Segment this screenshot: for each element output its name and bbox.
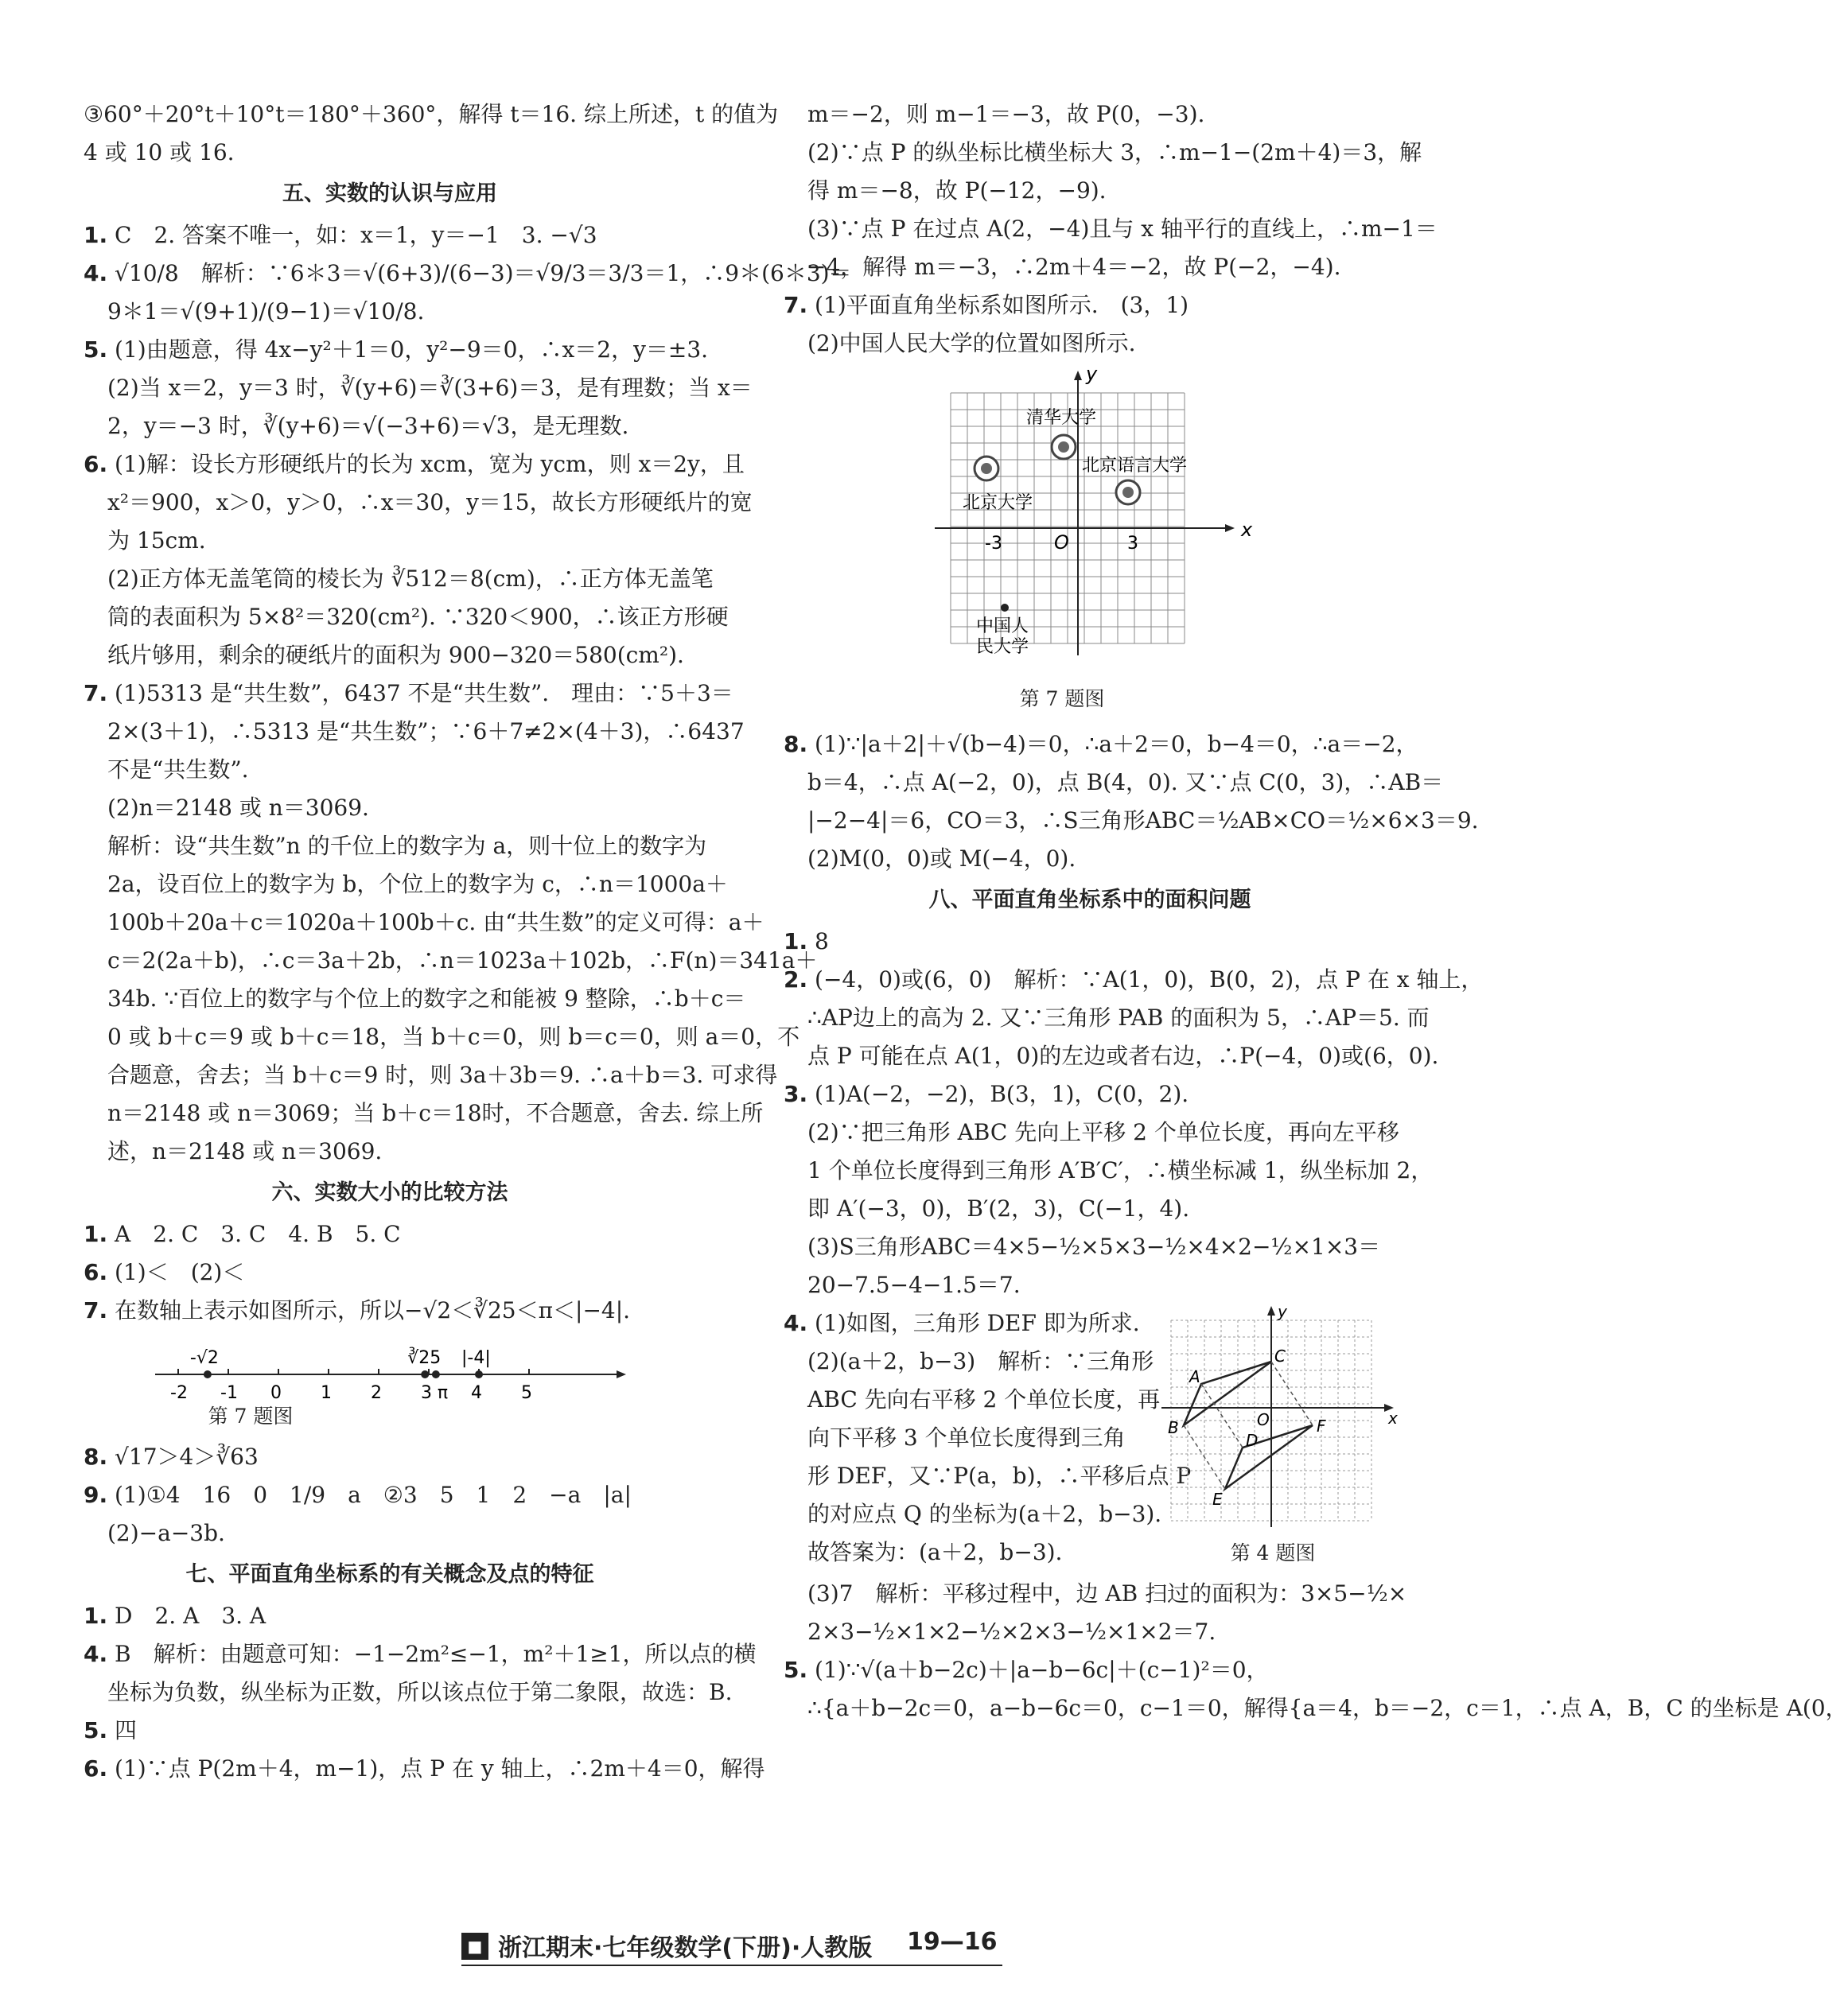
answer-text: √17＞4＞∛63	[115, 1444, 259, 1470]
answer-text: (1)∵点 P(2m＋4，m−1)，点 P 在 y 轴上，∴2m＋4＝0，解得	[115, 1755, 765, 1782]
answer-text: 2，y＝−3 时，∛(y+6)＝√(−3+6)＝√3，是无理数.	[107, 413, 629, 439]
answer-line	[784, 325, 1396, 363]
number-line-tick-label: 1	[321, 1383, 332, 1403]
ruc-label-2: 民大学	[976, 637, 1029, 657]
answer-line	[784, 134, 1422, 172]
answer-text: 100b＋20a＋c＝1020a＋100b＋c. 由“共生数”的定义可得：a＋	[107, 909, 764, 935]
answer-line	[84, 674, 733, 713]
answer-line	[84, 904, 764, 942]
answer-line	[84, 1438, 696, 1476]
answer-text: c＝2(2a＋b)，∴c＝3a＋2b，∴n＝1023a＋102b，∴F(n)＝341a＋	[107, 947, 818, 974]
question-number: 4.	[84, 1641, 108, 1667]
left-column	[84, 95, 852, 1788]
answer-text: ∴{a＋b−2c＝0，a−b−6c＝0，c−1＝0，解得{a＝4，b＝−2，c＝1，∴点 A，B，C 的坐标是 A(0，	[807, 1695, 1848, 1721]
answer-line	[84, 1133, 696, 1171]
answer-line	[84, 331, 709, 369]
map-svg	[784, 363, 1396, 719]
answer-text: (1)∵|a＋2|＋√(b−4)＝0，∴a＋2＝0，b−4＝0，∴a＝−2，	[815, 731, 1418, 757]
answer-text: 点 P 可能在点 A(1，0)的左边或者右边，∴P(−4，0)或(6，0).	[807, 1043, 1439, 1069]
answer-text: 向下平移 3 个单位长度得到三角	[807, 1424, 1126, 1451]
answer-text: (3)S三角形ABC＝4×5−½×5×3−½×4×2−½×1×3＝	[807, 1234, 1381, 1260]
blcu-seal-inner	[1122, 487, 1134, 498]
answer-text: √10/8 解析：∵6＊3＝√(6+3)/(6−3)＝√9/3＝3/3＝1，∴9＊(6＊3)＝	[115, 260, 852, 286]
answer-line	[784, 764, 1444, 802]
map-figure	[784, 363, 1396, 719]
answer-text: ABC 先向右平移 2 个单位长度，再	[807, 1386, 1161, 1413]
answer-text: 为 15cm.	[107, 527, 206, 554]
answer-line	[84, 789, 696, 827]
answer-line	[784, 286, 1396, 325]
answer-line	[784, 1190, 1396, 1228]
section-7-heading: 七、平面直角坐标系的有关概念及点的特征	[185, 1562, 594, 1587]
map-neg3-label: -3	[985, 534, 1002, 554]
question-number: 8.	[84, 1444, 108, 1470]
number-line-tick-label: -2	[170, 1383, 188, 1403]
answer-line	[84, 865, 728, 904]
answer-line	[84, 1094, 764, 1133]
answer-line	[784, 1689, 1848, 1728]
right-column	[784, 95, 1848, 1728]
answer-line	[784, 1228, 1396, 1266]
number-line-point	[432, 1370, 440, 1378]
number-line-point-label: |-4|	[461, 1348, 491, 1368]
answer-text: (3)∵点 P 在过点 A(2，−4)且与 x 轴平行的直线上，∴m−1＝	[807, 216, 1438, 242]
answer-text: (1)如图，三角形 DEF 即为所求.	[815, 1310, 1140, 1336]
answer-line	[84, 1476, 696, 1514]
answer-line	[84, 1215, 696, 1253]
answer-line	[84, 942, 818, 980]
number-line-point	[204, 1370, 212, 1378]
answer-line	[784, 1495, 1165, 1533]
answer-text: (2)∵把三角形 ABC 先向上平移 2 个单位长度，再向左平移	[807, 1119, 1399, 1145]
tsinghua-label: 清华大学	[1026, 408, 1097, 428]
publisher-logo-icon: ■	[461, 1933, 488, 1960]
number-line-arrow	[617, 1370, 626, 1378]
answer-text: 述，n＝2148 或 n＝3069.	[107, 1138, 383, 1164]
number-line-tick-label: 2	[371, 1383, 382, 1403]
answer-line	[784, 1037, 1439, 1075]
question-number: 6.	[84, 1259, 108, 1285]
answer-line	[784, 961, 1484, 999]
answer-line	[84, 445, 745, 484]
answer-line	[784, 95, 1396, 134]
answer-text: 四	[115, 1717, 138, 1743]
fig4-label-y: y	[1278, 1302, 1287, 1321]
section-5-heading: 五、实数的认识与应用	[282, 181, 497, 206]
question-number: 4.	[84, 260, 108, 286]
answer-text: (1)＜ (2)＜	[115, 1259, 245, 1285]
map-grid	[951, 393, 1188, 643]
q4-block	[784, 1304, 1396, 1575]
answer-line	[84, 1750, 765, 1788]
fig4-label-a: A	[1189, 1367, 1200, 1386]
answer-line	[84, 636, 696, 674]
answer-line	[84, 1514, 696, 1553]
answer-line	[784, 1575, 1407, 1613]
answer-line	[84, 522, 696, 560]
fig4-y-arrow	[1267, 1306, 1275, 1316]
answer-line	[84, 1018, 800, 1056]
answer-line	[784, 1152, 1434, 1190]
fig4-label-e: E	[1212, 1490, 1223, 1509]
question-number: 5.	[784, 1657, 808, 1683]
question-number: 9.	[84, 1482, 108, 1508]
answer-text: 0 或 b＋c＝9 或 b＋c＝18，当 b＋c＝0，则 b＝c＝0，则 a＝0，不	[107, 1024, 800, 1050]
number-line-point	[421, 1370, 429, 1378]
question-number: 4.	[784, 1310, 808, 1336]
answer-line	[84, 1673, 733, 1712]
answer-line	[784, 923, 1396, 961]
answer-line	[84, 407, 696, 445]
answer-line	[784, 802, 1479, 840]
footer-title: 浙江期末·七年级数学(下册)·人教版	[498, 1934, 873, 1962]
answer-text: (1)由题意，得 4x−y²＋1＝0，y²−9＝0，∴x＝2，y＝±3.	[115, 336, 709, 363]
question-number: 2.	[784, 966, 808, 993]
shift-line-ad	[1201, 1384, 1243, 1448]
answer-text: x²＝900，x＞0，y＞0，∴x＝30，y＝15，故长方形硬纸片的宽	[107, 489, 753, 515]
answer-line	[784, 1381, 1165, 1419]
page-footer	[461, 1928, 1002, 1969]
number-line-tick-label: 4	[471, 1383, 482, 1403]
answer-line	[784, 1651, 1396, 1689]
answer-text: (2)正方体无盖笔筒的棱长为 ∛512＝8(cm)，∴正方体无盖笔	[107, 566, 714, 592]
answer-text: (2)中国人民大学的位置如图所示.	[807, 330, 1136, 356]
map-y-label: y	[1086, 363, 1098, 385]
answer-line	[84, 713, 745, 751]
answer-text: 的对应点 Q 的坐标为(a＋2，b−3).	[807, 1501, 1162, 1527]
answer-text: (1)平面直角坐标系如图所示. (3，1)	[815, 292, 1189, 318]
answer-line	[84, 1597, 696, 1635]
answer-line	[84, 1056, 778, 1094]
map-caption: 第 7 题图	[1019, 687, 1105, 710]
answer-text: (1)A(−2，−2)，B(3，1)，C(0，2).	[815, 1081, 1189, 1107]
answer-text: n＝2148 或 n＝3069；当 b＋c＝18时，不合题意，舍去. 综上所	[107, 1100, 764, 1126]
fig4-label-d: D	[1246, 1431, 1259, 1450]
answer-text: (1)解：设长方形硬纸片的长为 xcm，宽为 ycm，则 x＝2y，且	[115, 451, 745, 477]
ruc-point	[1001, 604, 1009, 612]
fig4-label-x: x	[1388, 1409, 1398, 1428]
answer-line	[784, 1114, 1399, 1152]
fig4-label-b: B	[1168, 1418, 1179, 1437]
answer-line	[784, 248, 1396, 286]
answer-line	[784, 1266, 1396, 1304]
page-number: 19—16	[907, 1928, 998, 1956]
answer-text: A 2. C 3. C 4. B 5. C	[115, 1221, 401, 1247]
number-line-tick-label: 5	[521, 1383, 532, 1403]
answer-text: (1)∵√(a＋b−2c)＋|a−b−6c|＋(c−1)²＝0，	[815, 1657, 1269, 1683]
answer-text: m＝−2，则 m−1＝−3，故 P(0，−3).	[807, 101, 1205, 127]
question-number: 1.	[784, 928, 808, 954]
tsinghua-seal-inner	[1058, 441, 1069, 453]
number-line-tick-label: -1	[220, 1383, 238, 1403]
question-number: 3.	[784, 1081, 808, 1107]
answer-line	[84, 1712, 696, 1750]
answer-line	[84, 560, 714, 598]
map-origin-label: O	[1054, 531, 1069, 554]
map-pos3-label: 3	[1127, 534, 1138, 554]
fig4-caption: 第 4 题图	[1230, 1541, 1316, 1564]
answer-line	[784, 1304, 1165, 1343]
answer-line	[84, 751, 696, 789]
answer-line	[784, 1343, 1165, 1381]
question-number: 6.	[84, 1755, 108, 1782]
answer-text: 在数轴上表示如图所示，所以−√2＜∛25＜π＜|−4|.	[115, 1297, 631, 1323]
pku-seal-inner	[981, 463, 992, 474]
answer-line	[784, 999, 1430, 1037]
number-line-point-label: -√2	[189, 1348, 219, 1368]
answer-line	[84, 1635, 757, 1673]
answer-line	[784, 1075, 1396, 1114]
answer-text: 合题意，舍去；当 b＋c＝9 时，则 3a＋3b＝9. ∴a＋b＝3. 可求得	[107, 1062, 778, 1088]
answer-line	[84, 293, 696, 331]
answer-line	[84, 1253, 696, 1292]
question-number: 7.	[84, 680, 108, 706]
number-line-pi-label: π	[437, 1383, 449, 1403]
answer-line	[784, 1457, 1192, 1495]
answer-text: 2a，设百位上的数字为 b，个位上的数字为 c，∴n＝1000a＋	[107, 871, 728, 897]
answer-line	[84, 1292, 696, 1330]
answer-line	[84, 216, 696, 255]
answer-text: (1)5313 是“共生数”，6437 不是“共生数”. 理由：∵5＋3＝	[115, 680, 733, 706]
number-line-caption: 第 7 题图	[208, 1405, 294, 1428]
answer-line	[784, 210, 1438, 248]
answer-line	[784, 840, 1396, 878]
answer-line	[784, 1613, 1396, 1651]
question-number: 5.	[84, 1717, 108, 1743]
answer-text: (3)7 解析：平移过程中，边 AB 扫过的面积为：3×5−½×	[807, 1580, 1407, 1607]
answer-text: 纸片够用，剩余的硬纸片的面积为 900−320＝580(cm²).	[107, 642, 684, 668]
question-number: 1.	[84, 1221, 108, 1247]
answer-text: 得 m＝−8，故 P(−12，−9).	[807, 177, 1107, 204]
answer-line	[84, 134, 696, 172]
fig4-label-o: O	[1257, 1410, 1270, 1429]
answer-text: −4，解得 m＝−3，∴2m＋4＝−2，故 P(−2，−4).	[807, 254, 1341, 280]
map-x-arrow	[1225, 524, 1235, 532]
answer-text: 故答案为：(a＋2，b−3).	[807, 1539, 1063, 1565]
ruc-label-1: 中国人	[976, 616, 1029, 636]
answer-text: 解析：设“共生数”n 的千位上的数字为 a，则十位上的数字为	[107, 833, 707, 859]
answer-text: 20−7.5−4−1.5＝7.	[807, 1272, 1021, 1298]
question-number: 7.	[84, 1297, 108, 1323]
answer-text: 2×(3＋1)，∴5313 是“共生数”；∵6＋7≠2×(4＋3)，∴6437	[107, 718, 745, 744]
answer-text: (2)∵点 P 的纵坐标比横坐标大 3，∴m−1−(2m＋4)＝3，解	[807, 139, 1422, 165]
answer-text: 8	[815, 928, 829, 954]
question-number: 6.	[84, 451, 108, 477]
answer-line	[84, 827, 707, 865]
question-number: 5.	[84, 336, 108, 363]
fig4-svg	[1146, 1304, 1400, 1543]
answer-text: (2)n＝2148 或 n＝3069.	[107, 795, 369, 821]
answer-line	[84, 95, 779, 134]
answer-text: (2)当 x＝2，y＝3 时，∛(y+6)＝∛(3+6)＝3，是有理数；当 x＝	[107, 375, 753, 401]
answer-text: (−4，0)或(6，0) 解析：∵A(1，0)，B(0，2)，点 P 在 x 轴上，	[815, 966, 1484, 993]
shift-line-cf	[1271, 1362, 1313, 1425]
section-6-heading: 六、实数大小的比较方法	[271, 1180, 508, 1205]
number-line-point-label: ∛25	[407, 1348, 442, 1368]
answer-text: B 解析：由题意可知：−1−2m²≤−1，m²＋1≥1，所以点的横	[115, 1641, 757, 1667]
answer-text: 4 或 10 或 16.	[84, 139, 235, 165]
map-x-label: x	[1241, 519, 1253, 541]
blcu-label: 北京语言大学	[1082, 456, 1188, 476]
answer-text: |−2−4|＝6，CO＝3，∴S三角形ABC＝½AB×CO＝½×6×3＝9.	[807, 807, 1479, 834]
map-y-arrow	[1074, 371, 1082, 380]
answer-text: ∴AP边上的高为 2. 又∵三角形 PAB 的面积为 5，∴AP＝5. 而	[807, 1005, 1430, 1031]
answer-text: 坐标为负数，纵坐标为正数，所以该点位于第二象限，故选：B.	[107, 1679, 733, 1705]
answer-text: b＝4，∴点 A(−2，0)，点 B(4，0). 又∵点 C(0，3)，∴AB＝	[807, 769, 1444, 795]
number-line-point	[475, 1370, 483, 1378]
answer-text: 34b. ∵百位上的数字与个位上的数字之和能被 9 整除，∴b＋c＝	[107, 985, 746, 1012]
question-number: 7.	[784, 292, 808, 318]
answer-line	[784, 1419, 1165, 1457]
fig4-label-f: F	[1317, 1417, 1326, 1436]
answer-text: 即 A′(−3，0)，B′(2，3)，C(−1，4).	[807, 1195, 1190, 1222]
number-line-tick-label: 3	[421, 1383, 432, 1403]
answer-text: 2×3−½×1×2−½×2×3−½×1×2＝7.	[807, 1619, 1216, 1645]
answer-line	[784, 725, 1418, 764]
fig4-label-c: C	[1274, 1347, 1286, 1366]
answer-text: (2)(a＋2，b−3) 解析：∵三角形	[807, 1348, 1154, 1374]
answer-text: (1)①4 16 0 1/9 a ②3 5 1 2 −a |a|	[115, 1482, 632, 1508]
answer-line	[784, 172, 1396, 210]
answer-text: 形 DEF，又∵P(a，b)，∴平移后点 P	[807, 1463, 1192, 1489]
question-number: 8.	[784, 731, 808, 757]
answer-line	[84, 598, 729, 636]
answer-text: ③60°＋20°t＋10°t＝180°＋360°，解得 t＝16. 综上所述，t 的值为	[84, 101, 779, 127]
answer-text: C 2. 答案不唯一，如：x＝1，y＝−1 3. −√3	[115, 222, 597, 248]
footer-rule	[461, 1965, 1002, 1966]
answer-line	[84, 255, 852, 293]
answer-line	[784, 1533, 1165, 1572]
answer-line	[84, 484, 753, 522]
answer-line	[84, 369, 753, 407]
question-number: 1.	[84, 1603, 108, 1629]
answer-text: 9＊1＝√(9+1)/(9−1)＝√10/8.	[107, 298, 425, 325]
answer-text: 筒的表面积为 5×8²＝320(cm²). ∵320＜900，∴该正方形硬	[107, 604, 729, 630]
answer-text: (2)M(0，0)或 M(−4，0).	[807, 845, 1076, 872]
pku-label: 北京大学	[963, 493, 1033, 513]
answer-text: 1 个单位长度得到三角形 A′B′C′，∴横坐标减 1，纵坐标加 2，	[807, 1157, 1434, 1184]
answer-text: D 2. A 3. A	[115, 1603, 267, 1629]
number-line-tick-label: 0	[270, 1383, 282, 1403]
question-number: 1.	[84, 222, 108, 248]
answer-text: 不是“共生数”.	[107, 756, 249, 783]
number-line-figure	[84, 1336, 696, 1432]
fig4	[1146, 1304, 1400, 1575]
answer-line	[84, 980, 746, 1018]
section-8-heading: 八、平面直角坐标系中的面积问题	[928, 888, 1251, 912]
answer-text: (2)−a−3b.	[107, 1520, 225, 1546]
